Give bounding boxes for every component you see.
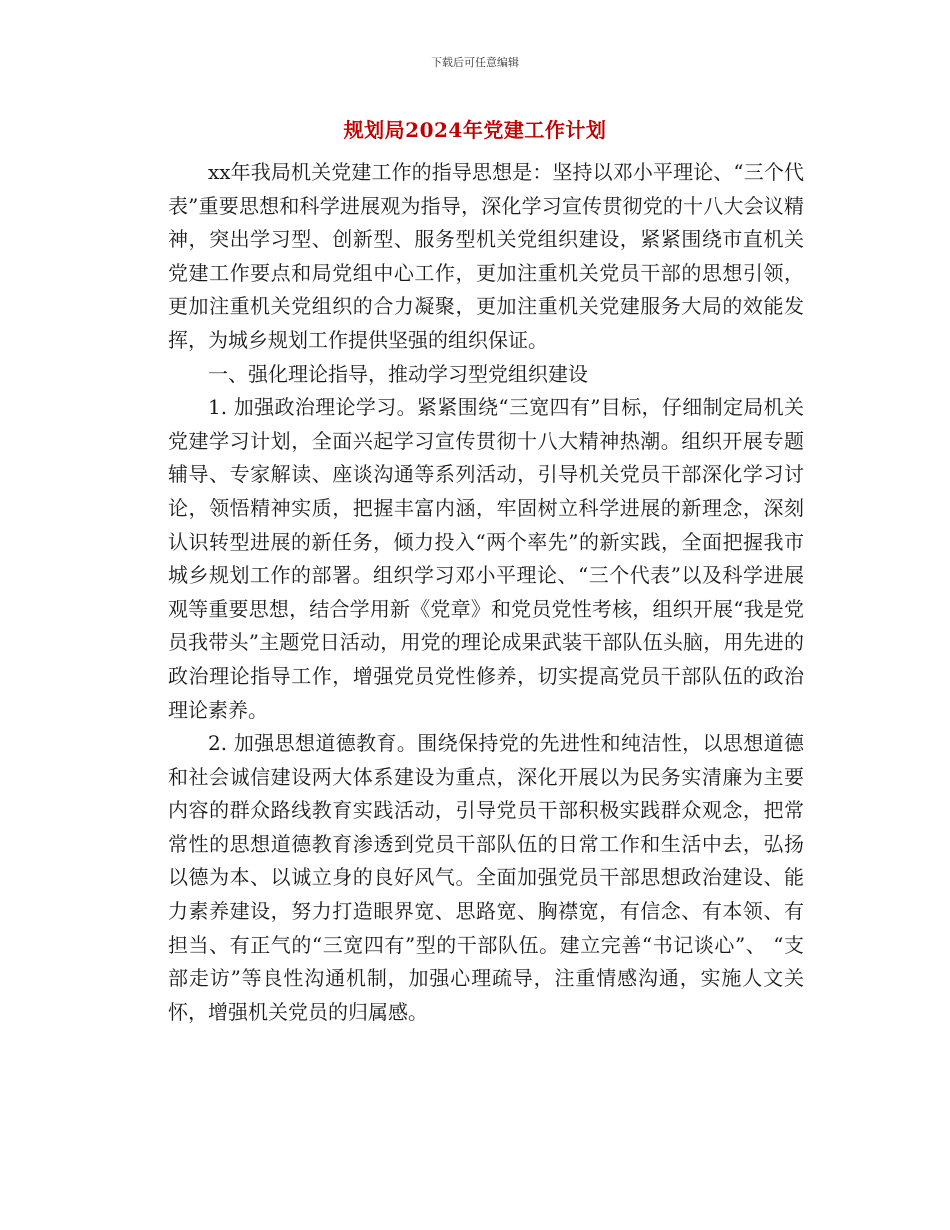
paragraph-item-1: 1. 加强政治理论学习。紧紧围绕“三宽四有”目标，仔细制定局机关党建学习计划，全面兴起学习宣传贯彻十八大精神热潮。组织开展专题辅导、专家解读、座谈沟通等系列活动，引导机关党员干部深化学习讨论，领悟精神实质，把握丰富内涵，牢固树立科学进展的新理念，深刻认识转型进展的新任务，倾力投入“两个率先”的新实践，全面把握我市城乡规划工作的部署。组织学习邓小平理论、“三个代表”以及科学进展观等重要思想，结合学用新《党章》和党员党性考核，组织开展“我是党员我带头”主题党日活动，用党的理论成果武装干部队伍头脑，用先进的政治理论指导工作，增强党员党性修养，切实提高党员干部队伍的政治理论素养。 bbox=[168, 395, 804, 722]
document-body bbox=[168, 156, 804, 1029]
paragraph-item-2: 2. 加强思想道德教育。围绕保持党的先进性和纯洁性，以思想道德和社会诚信建设两大体系建设为重点，深化开展以为民务实清廉为主要内容的群众路线教育实践活动，引导党员干部积极实践群众观念，把常常性的思想道德教育渗透到党员干部队伍的日常工作和生活中去，弘扬以德为本、以诚立身的良好风气。全面加强党员干部思想政治建设、能力素养建设，努力打造眼界宽、思路宽、胸襟宽，有信念、有本领、有担当、有正气的“三宽四有”型的干部队伍。建立完善“书记谈心”、 “支部走访”等良性沟通机制，加强心理疏导，注重情感沟通，实施人文关怀，增强机关党员的归属感。 bbox=[168, 731, 804, 1024]
header-note: 下载后可任意编辑 bbox=[431, 56, 519, 69]
paragraph-guiding-ideology: xx年我局机关党建工作的指导思想是：坚持以邓小平理论、“三个代表”重要思想和科学进展观为指导，深化学习宣传贯彻党的十八大会议精神，突出学习型、创新型、服务型机关党组织建设，紧紧围绕市直机关党建工作要点和局党组中心工作，更加注重机关党员干部的思想引领，更加注重机关党组织的合力凝聚，更加注重机关党建服务大局的效能发挥，为城乡规划工作提供坚强的组织保证。 bbox=[168, 160, 804, 352]
document-title: 规划局2024年党建工作计划 bbox=[343, 118, 607, 142]
section-heading-1: 一、强化理论指导，推动学习型党组织建设 bbox=[208, 361, 588, 386]
